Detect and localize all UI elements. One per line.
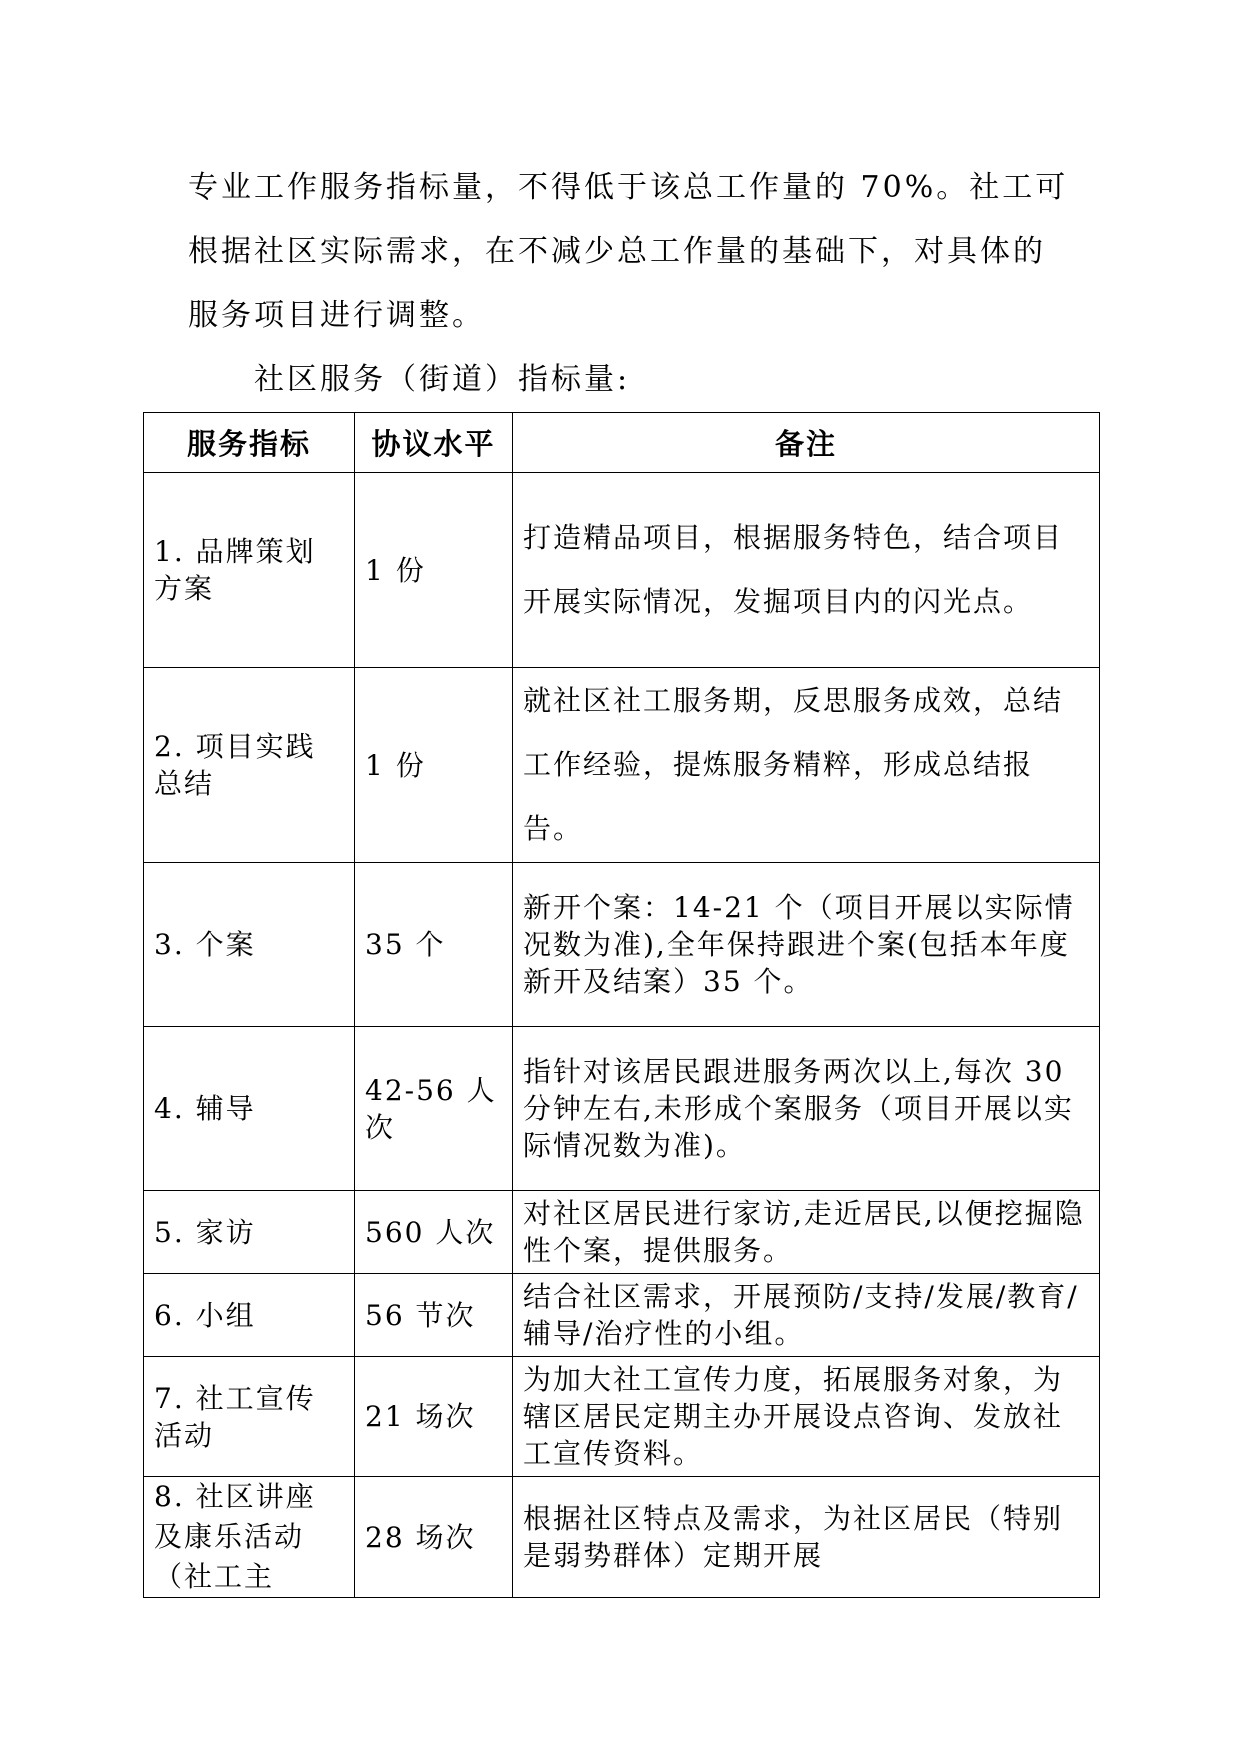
table-row (144, 1274, 1100, 1357)
cell-note: 为加大社工宣传力度，拓展服务对象，为辖区居民定期主办开展设点咨询、发放社工宣传资料。 (513, 1357, 1100, 1477)
cell-indicator: 6. 小组 (144, 1274, 355, 1357)
table-row (144, 1477, 1100, 1598)
cell-level: 35 个 (355, 863, 513, 1027)
cell-note: 打造精品项目，根据服务特色，结合项目开展实际情况，发掘项目内的闪光点。 (513, 473, 1100, 668)
service-indicator-table (143, 412, 1100, 1598)
table-row (144, 863, 1100, 1027)
cell-indicator: 5. 家访 (144, 1191, 355, 1274)
intro-line: 服务项目进行调整。 (188, 298, 485, 333)
table-caption: 社区服务（街道）指标量: (254, 362, 631, 397)
header-note: 备注 (513, 413, 1100, 473)
table-row (144, 473, 1100, 668)
header-level: 协议水平 (355, 413, 513, 473)
cell-level: 1 份 (355, 473, 513, 668)
cell-level: 1 份 (355, 668, 513, 863)
cell-indicator: 7. 社工宣传活动 (144, 1357, 355, 1477)
cell-note: 指针对该居民跟进服务两次以上,每次 30 分钟左右,未形成个案服务（项目开展以实际情况数为准)。 (513, 1027, 1100, 1191)
cell-indicator: 4. 辅导 (144, 1027, 355, 1191)
cell-indicator: 2. 项目实践总结 (144, 668, 355, 863)
cell-note: 根据社区特点及需求，为社区居民（特别是弱势群体）定期开展 (513, 1477, 1100, 1598)
cell-level: 21 场次 (355, 1357, 513, 1477)
intro-line: 根据社区实际需求，在不减少总工作量的基础下，对具体的 (188, 234, 1046, 269)
cell-note: 就社区社工服务期，反思服务成效，总结工作经验，提炼服务精粹，形成总结报告。 (513, 668, 1100, 863)
cell-indicator: 1. 品牌策划方案 (144, 473, 355, 668)
cell-note: 对社区居民进行家访,走近居民,以便挖掘隐性个案，提供服务。 (513, 1191, 1100, 1274)
header-indicator: 服务指标 (144, 413, 355, 473)
intro-line: 专业工作服务指标量，不得低于该总工作量的 70%。社工可 (188, 170, 1069, 205)
cell-indicator: 8. 社区讲座及康乐活动（社工主 (144, 1477, 355, 1598)
intro-paragraph (188, 156, 1068, 348)
table-row (144, 668, 1100, 863)
table-row (144, 1191, 1100, 1274)
cell-level: 56 节次 (355, 1274, 513, 1357)
table-header-row (144, 413, 1100, 473)
cell-note: 结合社区需求，开展预防/支持/发展/教育/辅导/治疗性的小组。 (513, 1274, 1100, 1357)
cell-level: 28 场次 (355, 1477, 513, 1598)
cell-level: 560 人次 (355, 1191, 513, 1274)
table-row (144, 1357, 1100, 1477)
cell-note: 新开个案：14-21 个（项目开展以实际情况数为准),全年保持跟进个案(包括本年度新开及结案）35 个。 (513, 863, 1100, 1027)
cell-indicator: 3. 个案 (144, 863, 355, 1027)
table-row (144, 1027, 1100, 1191)
cell-level: 42-56 人次 (355, 1027, 513, 1191)
